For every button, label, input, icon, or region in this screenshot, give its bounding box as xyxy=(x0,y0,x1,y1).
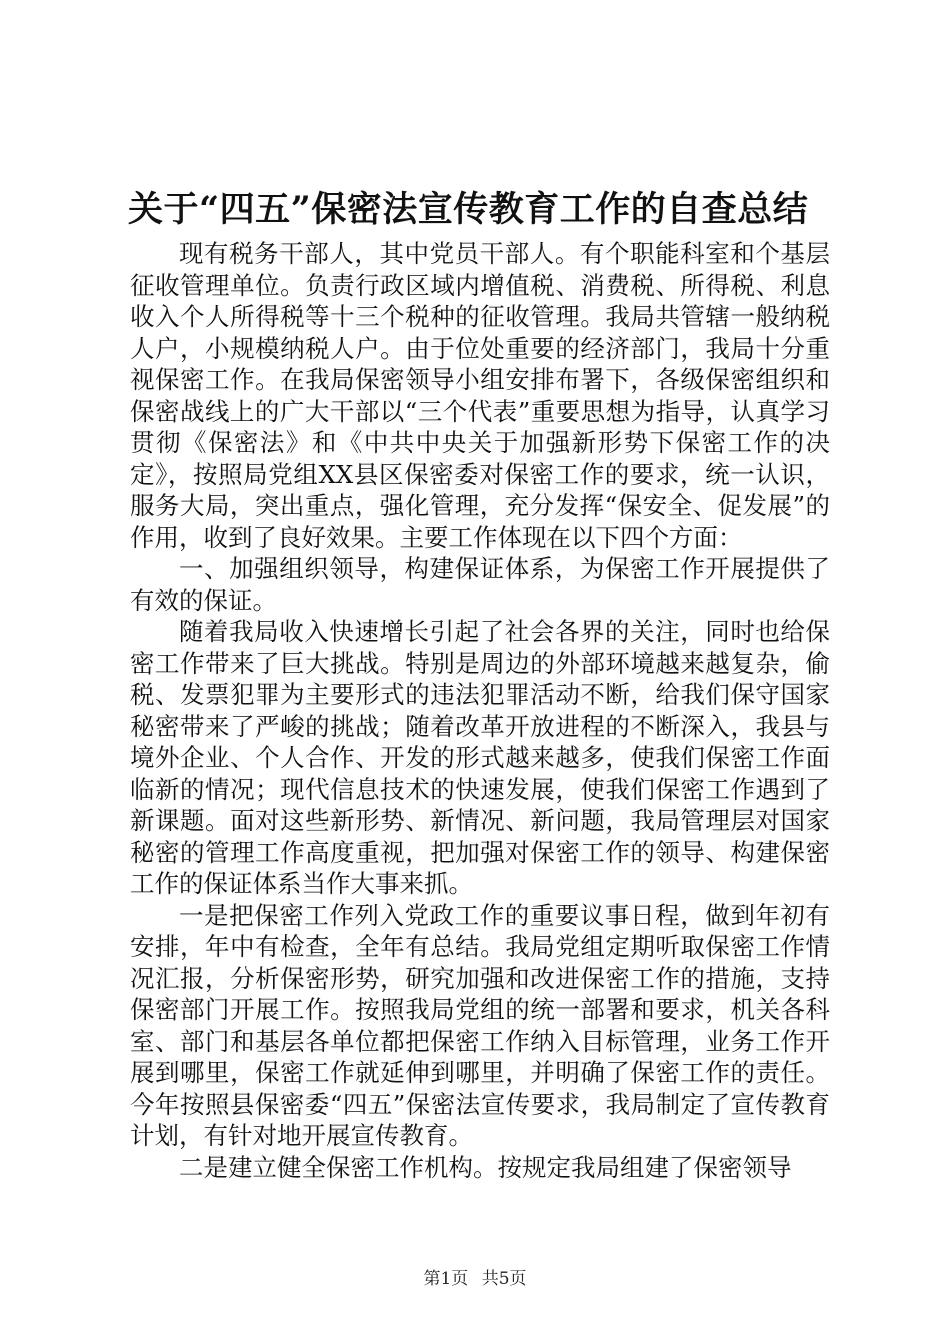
page-number-total: 共5页 xyxy=(481,1269,527,1289)
document-title: 关于“四五”保密法宣传教育工作的自查总结 xyxy=(128,189,809,230)
page-number-current: 第1页 xyxy=(423,1269,469,1289)
document-body xyxy=(130,238,830,1183)
paragraph-point-one: 一是把保密工作列入党政工作的重要议事日程，做到年初有安排，年中有检查，全年有总结。我局党组定期听取保密工作情况汇报，分析保密形势，研究加强和改进保密工作的措施，支持保密部门开展工作。按照我局党组的统一部署和要求，机关各科室、部门和基层各单位都把保密工作纳入目标管理，业务工作开展到哪里，保密工作就延伸到哪里，并明确了保密工作的责任。今年按照县保密委“四五”保密法宣传要求，我局制定了宣传教育计划，有针对地开展宣传教育。 xyxy=(130,900,830,1150)
paragraph-point-two: 二是建立健全保密工作机构。按规定我局组建了保密领导 xyxy=(179,1152,792,1182)
page-footer xyxy=(0,1268,950,1290)
paragraph-challenges: 随着我局收入快速增长引起了社会各界的关注，同时也给保密工作带来了巨大挑战。特别是周边的外部环境越来越复杂，偷税、发票犯罪为主要形式的违法犯罪活动不断，给我们保守国家秘密带来了严峻的挑战；随着改革开放进程的不断深入，我县与境外企业、个人合作、开发的形式越来越多，使我们保密工作面临新的情况；现代信息技术的快速发展，使我们保密工作遇到了新课题。面对这些新形势、新情况、新问题，我局管理层对国家秘密的管理工作高度重视，把加强对保密工作的领导、构建保密工作的保证体系当作大事来抓。 xyxy=(130,617,830,898)
paragraph-intro: 现有税务干部人，其中党员干部人。有个职能科室和个基层征收管理单位。负责行政区域内增值税、消费税、所得税、利息收入个人所得税等十三个税种的征收管理。我局共管辖一般纳税人户，小规模纳税人户。由于位处重要的经济部门，我局十分重视保密工作。在我局保密领导小组安排布署下，各级保密组织和保密战线上的广大干部以“三个代表”重要思想为指导，认真学习贯彻《保密法》和《中共中央关于加强新形势下保密工作的决定》，按照局党组XX县区保密委对保密工作的要求，统一认识，服务大局，突出重点，强化管理，充分发挥“保安全、促发展”的作用，收到了良好效果。主要工作体现在以下四个方面： xyxy=(130,239,830,552)
paragraph-heading-one: 一、加强组织领导，构建保证体系，为保密工作开展提供了有效的保证。 xyxy=(130,554,830,615)
